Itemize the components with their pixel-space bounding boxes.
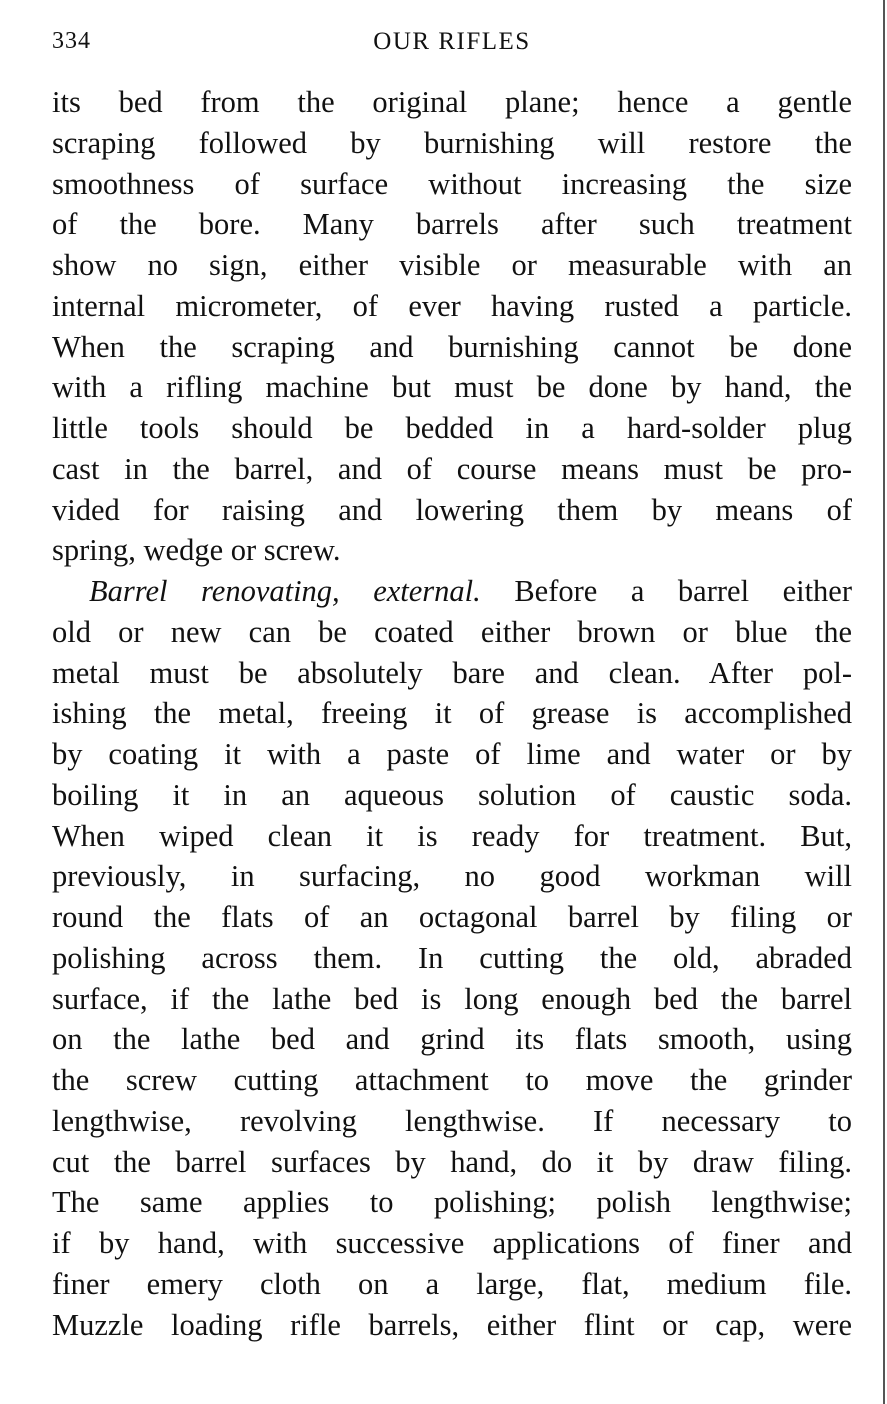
page-number: 334 <box>52 28 91 54</box>
text-line: ishing the metal, freeing it of grease is accomplished <box>52 696 852 731</box>
text-line: its bed from the original plane; hence a gentle <box>52 85 852 119</box>
text-line: smoothness of surface without increasing the size <box>52 166 852 201</box>
paragraph-2 <box>52 571 852 1345</box>
text-line: by coating it with a paste of lime and water or by <box>52 737 852 771</box>
text-line: metal must be absolutely bare and clean. After pol- <box>52 655 852 690</box>
text-line: polishing across them. In cutting the old, abraded <box>52 940 852 975</box>
text-line: cut the barrel surfaces by hand, do it by draw filing. <box>52 1144 852 1179</box>
body-text <box>52 82 852 1345</box>
text-line: old or new can be coated either brown or blue the <box>52 614 852 649</box>
text-line: little tools should be bedded in a hard-solder plug <box>52 411 852 445</box>
text-line: previously, in surfacing, no good workman will <box>52 859 852 894</box>
text-line: When wiped clean it is ready for treatment. But, <box>52 818 852 853</box>
text-line: of the bore. Many barrels after such treatment <box>52 207 852 242</box>
page-header <box>52 24 852 60</box>
text-line: round the flats of an octagonal barrel by filing or <box>52 900 852 934</box>
paragraph-first-line <box>52 571 852 612</box>
section-heading-italic: Barrel renovating, external. <box>89 574 481 608</box>
text-line: spring, wedge or screw. <box>52 533 341 568</box>
page-edge-line <box>883 0 885 1404</box>
text-line: the screw cutting attachment to move the grinder <box>52 1063 852 1097</box>
text-line: Muzzle loading rifle barrels, either flint or cap, were <box>52 1307 852 1342</box>
text-line: When the scraping and burnishing cannot be done <box>52 329 852 364</box>
paragraph-1 <box>52 82 852 571</box>
text-line: lengthwise, revolving lengthwise. If necessary to <box>52 1103 852 1138</box>
text-line: show no sign, either visible or measurable with an <box>52 248 852 282</box>
text-line: on the lathe bed and grind its flats smooth, using <box>52 1022 852 1057</box>
text-line: if by hand, with successive applications of finer and <box>52 1226 852 1260</box>
text-line: scraping followed by burnishing will restore the <box>52 125 852 160</box>
text-line: with a rifling machine but must be done by hand, the <box>52 370 852 405</box>
text-line: The same applies to polishing; polish lengthwise; <box>52 1185 852 1220</box>
text-line: vided for raising and lowering them by means of <box>52 492 852 527</box>
first-line-text: Before a barrel either <box>514 574 852 608</box>
text-line: surface, if the lathe bed is long enough bed the barrel <box>52 981 852 1016</box>
text-line: boiling it in an aqueous solution of caustic soda. <box>52 777 852 812</box>
text-line: internal micrometer, of ever having rusted a particle. <box>52 288 852 323</box>
text-line: cast in the barrel, and of course means must be pro- <box>52 451 852 486</box>
text-line: finer emery cloth on a large, flat, medium file. <box>52 1266 852 1301</box>
running-head: OUR RIFLES <box>373 28 531 55</box>
